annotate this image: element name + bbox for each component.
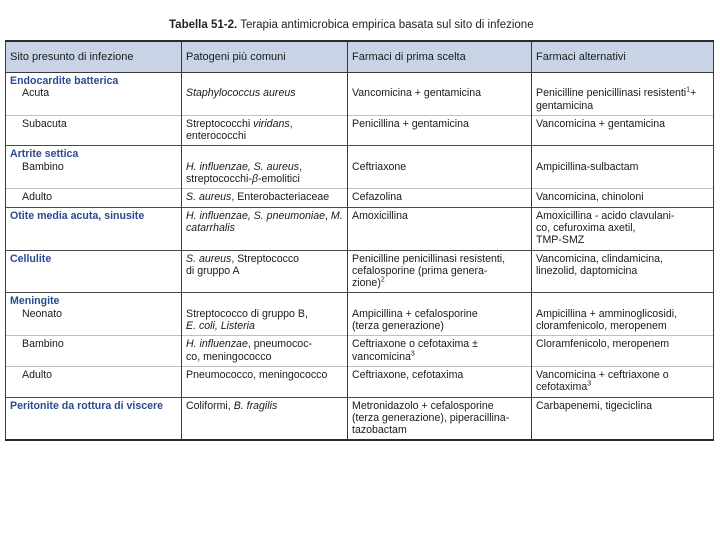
first-choice-cell: [348, 250, 532, 293]
subgroup-name: Neonato: [22, 307, 63, 320]
pathogen-text: H. influenzae: [186, 338, 248, 351]
pathogen-text: , pneumococ- co, meningococco: [186, 338, 313, 363]
pathogens-cell: [182, 115, 348, 146]
table-row: [6, 366, 714, 397]
first-choice-cell: [348, 336, 532, 367]
subgroup-name: Adulto: [22, 368, 53, 381]
alternatives-cell: Amoxicillina - acido clavulani- co, cefuroxima axetil, TMP-SMZ: [532, 207, 714, 250]
header-pathogens: Patogeni più comuni: [182, 41, 348, 73]
pathogen-text: Streptococchi: [186, 117, 254, 130]
header-first-choice: Farmaci di prima scelta: [348, 41, 532, 73]
table-row: [6, 293, 714, 336]
pathogens-cell: [182, 336, 348, 367]
alternatives-cell: Cloramfenicolo, meropenem: [532, 336, 714, 367]
pathogens-cell: [182, 250, 348, 293]
group-name: Endocardite batterica: [10, 75, 119, 87]
group-name: Cellulite: [10, 252, 52, 265]
drug-text: Vancomicina + gentamicina: [352, 87, 482, 100]
footnote-ref: 1: [686, 86, 691, 94]
site-cell: [6, 293, 182, 336]
pathogen-text: , Enterobacteriaceae: [231, 191, 330, 204]
subgroup-name: Adulto: [22, 191, 53, 204]
alternatives-cell: [532, 73, 714, 116]
pathogens-cell: [182, 397, 348, 440]
pathogen-text: , Streptococco di gruppo A: [186, 252, 300, 277]
alternatives-cell: [532, 293, 714, 336]
pathogen-text: M. catarrhalis: [186, 209, 343, 234]
pathogen-text: β: [251, 173, 259, 186]
site-cell: [6, 73, 182, 116]
pathogen-text: viridans: [253, 117, 290, 130]
drug-text: Ceftriaxone o cefotaxima ± vancomicina: [352, 338, 478, 363]
first-choice-cell: Cefazolina: [348, 189, 532, 207]
header-alternatives: Farmaci alternativi: [532, 41, 714, 73]
drug-text: Ceftriaxone: [352, 160, 407, 173]
site-cell: [6, 366, 182, 397]
footnote-ref: 3: [587, 380, 592, 388]
subgroup-name: Bambino: [22, 160, 64, 173]
site-cell: [6, 189, 182, 207]
table-row: [6, 146, 714, 189]
first-choice-cell: [348, 146, 532, 189]
drug-text: Ampicillina-sulbactam: [536, 160, 639, 173]
site-cell: [6, 115, 182, 146]
pathogens-cell: [182, 207, 348, 250]
table-row: [6, 115, 714, 146]
pathogen-text: H. influenzae, S. aureus: [186, 160, 300, 173]
drug-text: Penicilline penicillinasi resistenti: [536, 87, 687, 100]
site-cell: [6, 397, 182, 440]
table-caption: [169, 19, 534, 31]
alternatives-cell: [532, 366, 714, 397]
pathogen-text: , streptococchi-: [186, 160, 303, 186]
drug-text: + gentamicina: [536, 87, 697, 112]
first-choice-cell: Penicillina + gentamicina: [348, 115, 532, 146]
pathogen-text: ,: [325, 209, 331, 222]
pathogens-cell: [182, 189, 348, 207]
subgroup-name: Bambino: [22, 338, 64, 351]
alternatives-cell: Vancomicina, clindamicina, linezolid, daptomicina: [532, 250, 714, 293]
subgroup-name: Subacuta: [22, 117, 67, 130]
alternatives-cell: Vancomicina, chinoloni: [532, 189, 714, 207]
group-name: Artrite settica: [10, 148, 79, 161]
header-row: [6, 41, 714, 73]
site-cell: [6, 250, 182, 293]
table-row: [6, 336, 714, 367]
pathogen-text: , enterococchi: [186, 117, 293, 143]
drug-text: Vancomicina + ceftriaxone o cefotaxima: [536, 368, 669, 394]
pathogens-cell: Pneumococco, meningococco: [182, 366, 348, 397]
site-cell: [6, 207, 182, 250]
first-choice-cell: [348, 293, 532, 336]
pathogen-text: E. coli, Listeria: [186, 320, 255, 333]
caption-text: Terapia antimicrobica empirica basata sul sito di infezione: [240, 19, 534, 31]
group-name: Peritonite da rottura di viscere: [10, 399, 164, 412]
pathogen-text: Staphylococcus aureus: [186, 87, 296, 100]
drug-text: Ampicillina + cefalosporine (terza generazione): [352, 307, 478, 333]
alternatives-cell: [532, 146, 714, 189]
table-row: [6, 397, 714, 440]
site-cell: [6, 146, 182, 189]
alternatives-cell: Vancomicina + gentamicina: [532, 115, 714, 146]
header-site: Sito presunto di infezione: [6, 41, 182, 73]
pathogens-cell: [182, 73, 348, 116]
pathogen-text: B. fragilis: [233, 399, 278, 412]
drug-text: Penicilline penicillinasi resistenti, cefalosporine (prima genera- zione): [352, 252, 506, 290]
group-name: Otite media acuta, sinusite: [10, 209, 145, 222]
pathogens-cell: [182, 146, 348, 189]
caption-number: Tabella 51-2.: [169, 19, 238, 31]
table-row: [6, 207, 714, 250]
pathogen-text: -emolitici: [258, 173, 300, 186]
first-choice-cell: [348, 73, 532, 116]
site-cell: [6, 336, 182, 367]
first-choice-cell: Metronidazolo + cefalosporine (terza generazione), piperacillina- tazobactam: [348, 397, 532, 440]
table-row: [6, 73, 714, 116]
footnote-ref: 3: [410, 350, 415, 358]
table-row: [6, 250, 714, 293]
table-row: [6, 189, 714, 207]
pathogen-text: H. influenzae, S. pneumoniae: [186, 209, 325, 222]
pathogen-text: Streptococco di gruppo B,: [186, 307, 308, 320]
pathogen-text: S. aureus: [186, 191, 232, 204]
pathogen-text: Coliformi,: [186, 399, 234, 412]
subgroup-name: Acuta: [22, 87, 50, 100]
first-choice-cell: Amoxicillina: [348, 207, 532, 250]
first-choice-cell: Ceftriaxone, cefotaxima: [348, 366, 532, 397]
therapy-table: [5, 40, 714, 441]
group-name: Meningite: [10, 295, 60, 308]
drug-text: Ampicillina + amminoglicosidi, cloramfenicolo, meropenem: [536, 307, 678, 333]
pathogens-cell: [182, 293, 348, 336]
pathogen-text: S. aureus: [186, 252, 232, 265]
footnote-ref: 2: [380, 276, 385, 284]
alternatives-cell: Carbapenemi, tigeciclina: [532, 397, 714, 440]
